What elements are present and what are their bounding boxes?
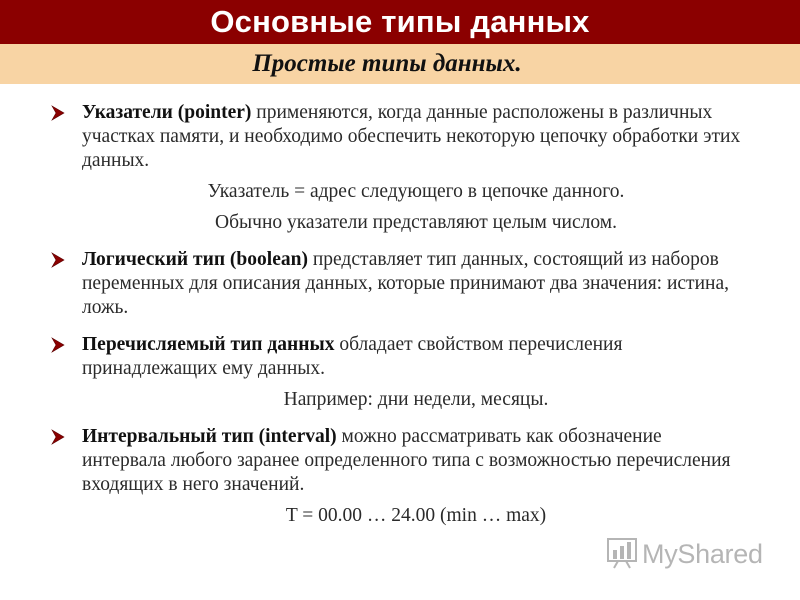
watermark (606, 535, 763, 574)
bullet-text: применяются, когда данные расположены в различных участках памяти, и необходимо обеспечить некоторую цепочку обработки этих данных. (82, 102, 741, 171)
bullet-text: обладает свойством перечисления принадлежащих ему данных. (82, 334, 623, 379)
bullet-enum (50, 333, 750, 381)
bullet-text: представляет тип данных, состоящий из наборов переменных для описания данных, которые принимают два значения: истина, ложь. (82, 249, 729, 318)
arrow-bullet-icon (50, 337, 66, 353)
title-bar (0, 0, 800, 44)
subtitle-bar (0, 44, 800, 84)
bullet-term: Перечисляемый тип данных (82, 334, 335, 355)
slide-title: Основные типы данных (210, 4, 590, 39)
slide-subtitle: Простые типы данных. (252, 50, 522, 77)
arrow-bullet-icon (50, 252, 66, 268)
bullet-pointer (50, 101, 750, 173)
bullet-text: можно рассматривать как обозначение интервала любого заранее определенного типа с возможностью перечисления входящих в него значений. (82, 426, 731, 495)
note-pointer-address: Указатель = адрес следующего в цепочке данного. (207, 181, 625, 202)
slide-content (50, 101, 750, 528)
bar-chart-icon (606, 535, 638, 574)
arrow-bullet-icon (50, 429, 66, 445)
watermark-text: MyShared (642, 539, 763, 569)
note-enum-example: Например: дни недели, месяцы. (283, 389, 549, 410)
note-interval-example: T = 00.00 … 24.00 (min … max) (285, 505, 547, 526)
bullet-term: Интервальный тип (interval) (82, 426, 337, 447)
bullet-interval (50, 425, 750, 497)
arrow-bullet-icon (50, 105, 66, 121)
bullet-term: Логический тип (boolean) (82, 249, 308, 270)
bullet-term: Указатели (pointer) (82, 102, 252, 123)
bullet-boolean (50, 248, 750, 320)
note-pointer-integer: Обычно указатели представляют целым числом. (215, 212, 617, 233)
